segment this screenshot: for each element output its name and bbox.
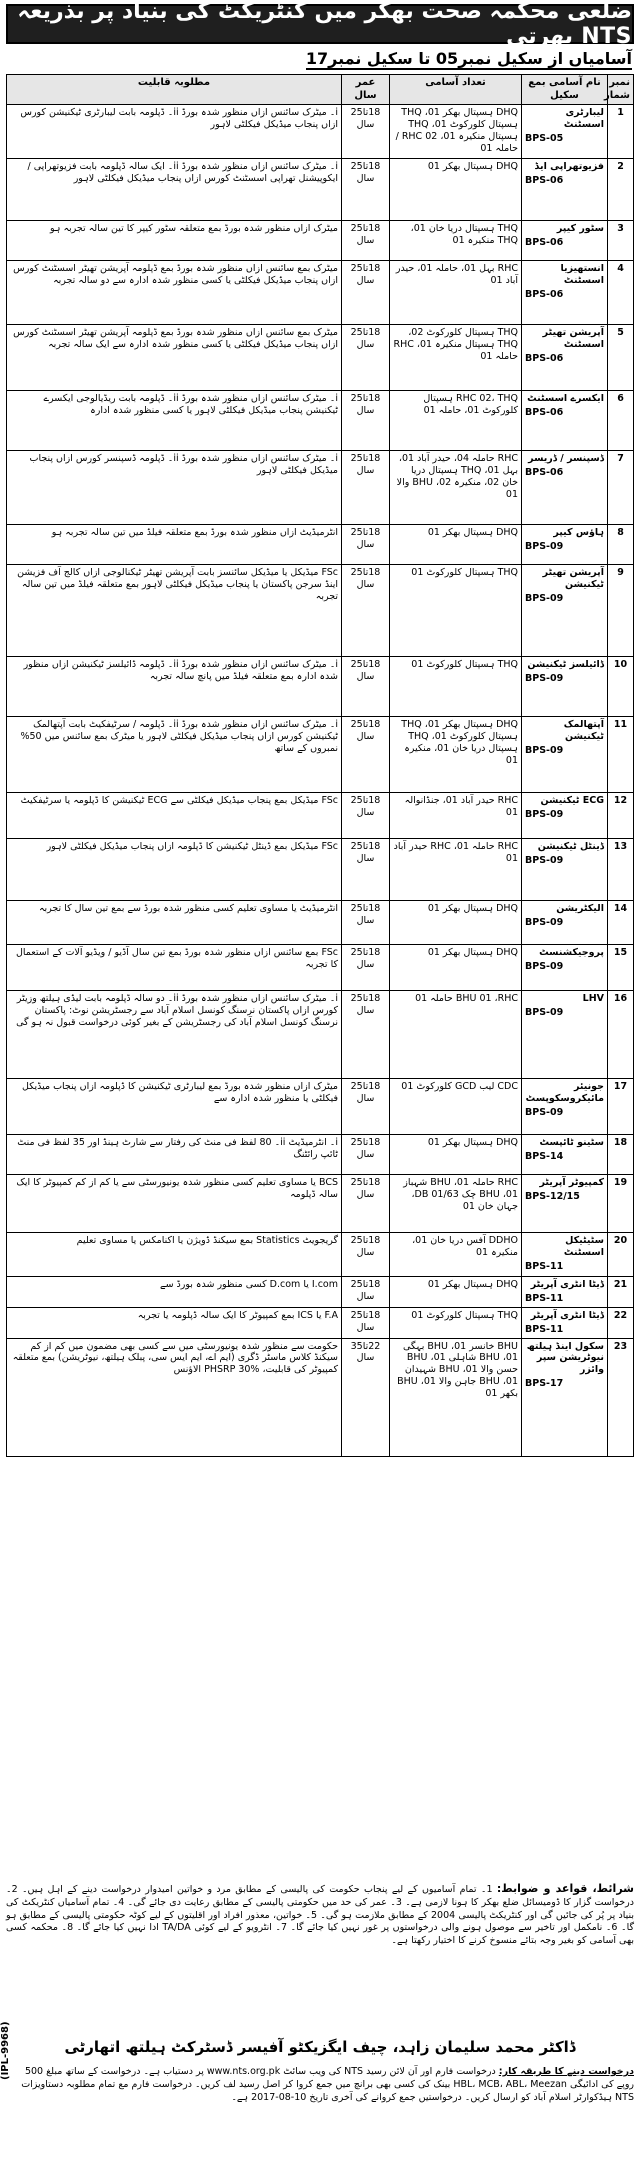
table-row — [7, 261, 634, 325]
row-post-title: سٹیٹیکل اسسٹنٹ — [563, 1235, 604, 1258]
header-title: ضلعی محکمہ صحت بھکر میں کنٹریکٹ کی بنیاد پر بذریعہ NTS بھرتی — [17, 0, 632, 49]
row-serial: 7 — [608, 451, 634, 525]
apply-heading: درخواست دینے کا طریقہ کار: — [498, 2066, 634, 2077]
row-bps: BPS-12/15 — [525, 1190, 580, 1202]
row-post-title: ڈائیلسز ٹیکنیشن — [527, 659, 604, 670]
row-age: 18تا25 سال — [342, 839, 390, 901]
row-qualification: میٹرک ازاں منظور شدہ بورڈ بمع لیبارٹری ٹیکنیشن کا ڈپلومہ ازاں پنجاب میڈیکل فیکلٹی یا منظور شدہ ادارہ سے — [7, 1079, 342, 1135]
table-header-row — [7, 75, 634, 105]
row-post-title: آپریشن تھیٹر اسسٹنٹ — [542, 327, 604, 350]
subtitle-text: آسامیاں از سکیل نمبر05 تا سکیل نمبر17 — [305, 48, 632, 68]
conditions-text: 1۔ تمام آسامیوں کے لیے پنجاب حکومت کی پالیسی کے مطابق مرد و خواتین امیدوار درخواست دینے کے اہل ہیں۔ 2۔ درخواست گزار کا ڈومیسائل ضلع بھکر کا ہونا لازمی ہے۔ 3۔ عمر کی حد میں حکومتی پالیسی کے مطابق رعایت دی جائے گی۔ 4۔ تمام آسامیاں کنٹریکٹ کی بنیاد پر پُر کی جائیں گی اور کنٹریکٹ پالیسی 2004 کے مطابق ملازمت ہو گی۔ 5۔ خواتین، معذور افراد اور اقلیتوں کے لیے کوٹہ حکومتی پالیسی کے مطابق ہو گا۔ 6۔ نامکمل اور تاخیر سے موصول ہونے والی درخواستوں پر غور نہیں کیا جائے گا۔ 7۔ انٹرویو کے لیے کوئی TA/DA ادا نہیں کیا جائے گا۔ 8۔ محکمہ کسی بھی آسامی کو بغیر وجہ بتائے منسوخ کرنے کا اختیار رکھتا ہے۔ — [6, 1884, 634, 1947]
row-post — [522, 221, 608, 261]
row-post — [522, 451, 608, 525]
row-post-title: لیبارٹری اسسٹنٹ — [563, 107, 604, 130]
row-serial: 15 — [608, 945, 634, 991]
row-bps: BPS-09 — [525, 916, 564, 928]
row-qualification: FSc میڈیکل بمع ڈینٹل ٹیکنیشن کا ڈپلومہ ازاں پنجاب میڈیکل فیکلٹی لاہور — [7, 839, 342, 901]
row-bps: BPS-09 — [525, 672, 564, 684]
row-post-title: آپتھالمک ٹیکنیشن — [563, 719, 604, 742]
row-bps: BPS-09 — [525, 808, 564, 820]
row-post-title: فزیوتھراپی ایڈ — [534, 161, 604, 172]
row-bps: BPS-11 — [525, 1292, 564, 1304]
row-age: 18تا25 سال — [342, 1233, 390, 1277]
row-bps: BPS-17 — [525, 1378, 564, 1390]
row-post-count: DHQ ہسپتال بھکر 01، THQ ہسپتال کلورکوٹ 01، THQ ہسپتال منکیرہ 01، RHC 02 /حاملہ 01 — [390, 105, 522, 159]
row-bps: BPS-09 — [525, 1106, 564, 1118]
row-serial: 10 — [608, 657, 634, 717]
table-row — [7, 451, 634, 525]
row-post-count: BHU 01 ،RHC حاملہ 01 — [390, 991, 522, 1079]
row-qualification: میٹرک بمع سائنس ازاں منظور شدہ بورڈ بمع ڈپلومہ آپریشن تھیٹر اسسٹنٹ کورس ازاں پنجاب میڈیکل فیکلٹی یا کسی منظور شدہ ادارہ سے دو سالہ تجربہ — [7, 261, 342, 325]
row-age: 18تا25 سال — [342, 1079, 390, 1135]
row-qualification: i۔ میٹرک سائنس ازاں منظور شدہ بورڈ ii۔ دو سالہ ڈپلومہ بابت لیڈی ہیلتھ وزیٹر کورس ازاں پاکستان نرسنگ کونسل اسلام آباد سے رجسٹریشن نوٹ: پاکستان نرسنگ کونسل اسلام آباد کی رجسٹریشن کے بغیر کوئی درخواست قبول نہ ہو گی — [7, 991, 342, 1079]
row-qualification: FSc میڈیکل بمع پنجاب میڈیکل فیکلٹی سے ECG ٹیکنیشن کا ڈپلومہ یا سرٹیفکیٹ — [7, 793, 342, 839]
row-bps: BPS-11 — [525, 1260, 564, 1272]
row-serial: 16 — [608, 991, 634, 1079]
row-age: 18تا25 سال — [342, 717, 390, 793]
table-row — [7, 221, 634, 261]
row-post-title: LHV — [582, 993, 604, 1004]
row-serial: 8 — [608, 525, 634, 565]
row-qualification: I.com یا D.com کسی منظور شدہ بورڈ سے — [7, 1277, 342, 1308]
row-post — [522, 565, 608, 657]
row-age: 18تا25 سال — [342, 793, 390, 839]
posts-subtitle — [8, 46, 632, 72]
row-post-title: ڈسپنسر / ڈریسر — [528, 453, 604, 464]
table-row — [7, 839, 634, 901]
row-post-count: RHC 02، THQ ہسپتال کلورکوٹ 01، حاملہ 01 — [390, 391, 522, 451]
row-bps: BPS-14 — [525, 1150, 564, 1162]
row-bps: BPS-06 — [525, 236, 564, 248]
row-post-count: DHQ ہسپتال بھکر 01 — [390, 159, 522, 221]
row-qualification: BCS یا مساوی تعلیم کسی منظور شدہ یونیورسٹی سے یا کم از کم کمپیوٹر کا ایک سالہ ڈپلومہ — [7, 1175, 342, 1233]
row-post-title: انستھیزیا اسسٹنٹ — [560, 263, 604, 286]
row-post — [522, 1175, 608, 1233]
row-qualification: انٹرمیڈیٹ ازاں منظور شدہ بورڈ بمع متعلقہ فیلڈ میں تین سالہ تجربہ ہو — [7, 525, 342, 565]
table-row — [7, 391, 634, 451]
row-bps: BPS-09 — [525, 854, 564, 866]
row-age: 18تا25 سال — [342, 657, 390, 717]
row-serial: 20 — [608, 1233, 634, 1277]
row-age: 18تا25 سال — [342, 1175, 390, 1233]
row-post-title: الیکٹریشن — [556, 903, 604, 914]
row-serial: 21 — [608, 1277, 634, 1308]
row-post-count: DDHO آفس دریا خان 01، منکیرہ 01 — [390, 1233, 522, 1277]
row-bps: BPS-11 — [525, 1323, 564, 1335]
row-post-title: جونیئر مائیکروسکوپسٹ — [525, 1081, 604, 1104]
row-post-count: RHC حاملہ 01، RHC حیدر آباد 01 — [390, 839, 522, 901]
row-bps: BPS-09 — [525, 540, 564, 552]
header-qualification: مطلوبہ قابلیت — [7, 75, 342, 105]
row-post-count: DHQ ہسپتال بھکر 01 — [390, 945, 522, 991]
signature-line: ڈاکٹر محمد سلیمان زاہد، چیف ایگزیکٹو آفیسر ڈسٹرکٹ ہیلتھ اتھارٹی — [64, 2038, 576, 2056]
row-serial: 17 — [608, 1079, 634, 1135]
apply-section — [6, 2066, 634, 2146]
table-row — [7, 793, 634, 839]
row-age: 18تا25 سال — [342, 325, 390, 391]
row-post — [522, 793, 608, 839]
row-post-count: THQ ہسپتال کلورکوٹ 01 — [390, 1307, 522, 1338]
row-qualification: گریجویٹ Statistics بمع سیکنڈ ڈویژن یا اکنامکس یا مساوی تعلیم — [7, 1233, 342, 1277]
table-row — [7, 105, 634, 159]
row-post-title: ہاؤس کیپر — [553, 527, 604, 538]
row-bps: BPS-09 — [525, 592, 564, 604]
row-post — [522, 1277, 608, 1308]
row-post-count: RHC حیدر آباد 01، جنڈانوالہ 01 — [390, 793, 522, 839]
row-qualification: i۔ میٹرک سائنس ازاں منظور شدہ بورڈ ii۔ ڈپلومہ بابت ریڈیالوجی ایکسرے ٹیکنیشن پنجاب میڈیکل فیکلٹی لاہور یا کسی منظور شدہ ادارہ — [7, 391, 342, 451]
row-age: 18تا25 سال — [342, 451, 390, 525]
row-serial: 22 — [608, 1307, 634, 1338]
row-serial: 18 — [608, 1135, 634, 1175]
row-post-count: DHQ ہسپتال بھکر 01 — [390, 1135, 522, 1175]
row-post-title: سٹینو ٹائپسٹ — [539, 1137, 604, 1148]
row-age: 18تا25 سال — [342, 1307, 390, 1338]
table-row — [7, 717, 634, 793]
header-count: تعداد آسامی — [390, 75, 522, 105]
row-bps: BPS-06 — [525, 466, 564, 478]
row-post-count: DHQ ہسپتال بھکر 01 — [390, 1277, 522, 1308]
table-row — [7, 565, 634, 657]
row-post-count: DHQ ہسپتال بھکر 01 — [390, 901, 522, 945]
header-age: عمر سال — [342, 75, 390, 105]
table-row — [7, 901, 634, 945]
row-post — [522, 261, 608, 325]
row-post-title: سٹور کیپر — [556, 223, 604, 234]
row-qualification: میٹرک بمع سائنس ازاں منظور شدہ بورڈ بمع ڈپلومہ آپریشن تھیٹر اسسٹنٹ کورس ازاں پنجاب میڈیکل فیکلٹی یا کسی منظور شدہ ادارہ سے ایک سالہ تجربہ — [7, 325, 342, 391]
table-row — [7, 1307, 634, 1338]
row-qualification: i۔ میٹرک سائنس ازاں منظور شدہ بورڈ ii۔ ایک سالہ ڈپلومہ بابت فزیوتھراپی / ایکوپیشنل تھراپی اسسٹنٹ کورس ازاں پنجاب میڈیکل فیکلٹی لاہور — [7, 159, 342, 221]
table-row — [7, 1135, 634, 1175]
row-post — [522, 901, 608, 945]
row-serial: 6 — [608, 391, 634, 451]
row-post — [522, 991, 608, 1079]
row-qualification: FSc بمع سائنس ازاں منظور شدہ بورڈ بمع تین سال آڈیو / ویڈیو آلات کے استعمال کا تجربہ — [7, 945, 342, 991]
row-post-title: کمپیوٹر آپریٹر — [539, 1177, 604, 1188]
row-post — [522, 159, 608, 221]
row-age: 18تا25 سال — [342, 565, 390, 657]
row-serial: 5 — [608, 325, 634, 391]
row-post — [522, 839, 608, 901]
table-row — [7, 325, 634, 391]
row-serial: 4 — [608, 261, 634, 325]
row-serial: 13 — [608, 839, 634, 901]
row-qualification: i۔ میٹرک سائنس ازاں منظور شدہ بورڈ ii۔ ڈپلومہ بابت لیبارٹری ٹیکنیشن کورس ازاں پنجاب میڈیکل فیکلٹی لاہور — [7, 105, 342, 159]
row-post-count: DHQ ہسپتال بھکر 01، THQ ہسپتال کلورکوٹ 01، THQ ہسپتال دریا خان 01، منکیرہ 01 — [390, 717, 522, 793]
apply-text: درخواست فارم اور آن لائن رسید NTS کی ویب سائٹ www.nts.org.pk پر دستیاب ہے۔ درخواست کے ساتھ مبلغ 500 روپے کی ادائیگی HBL، MCB، ABL، Meezan بینک کی کسی بھی برانچ میں جمع کروا کر اصل رسید لف کریں۔ درخواست فارم مع تمام مطلوبہ دستاویزات NTS ہیڈکوارٹر اسلام آباد کو ارسال کریں۔ درخواستیں جمع کروانے کی آخری تاریخ 10-08-2017 ہے۔ — [21, 2066, 634, 2103]
row-age: 18تا25 سال — [342, 391, 390, 451]
row-qualification: i۔ انٹرمیڈیٹ ii۔ 80 لفظ فی منٹ کی رفتار سے شارٹ ہینڈ اور 35 لفظ فی منٹ ٹائپ رائٹنگ — [7, 1135, 342, 1175]
row-qualification: i۔ میٹرک سائنس ازاں منظور شدہ بورڈ ii۔ ڈپلومہ ڈائیلسز ٹیکنیشن ازاں منظور شدہ ادارہ بمع متعلقہ فیلڈ میں پانچ سالہ تجربہ — [7, 657, 342, 717]
row-post-count: RHC حاملہ 04، حیدر آباد 01، بہل 01، THQ ہسپتال دریا خان 02، منکیرہ 02، BHU والا 01 — [390, 451, 522, 525]
row-serial: 1 — [608, 105, 634, 159]
row-post — [522, 945, 608, 991]
row-post-count: THQ ہسپتال دریا خان 01، THQ منکیرہ 01 — [390, 221, 522, 261]
row-age: 18تا25 سال — [342, 945, 390, 991]
row-bps: BPS-06 — [525, 352, 564, 364]
row-post-count: THQ ہسپتال کلورکوٹ 02، THQ ہسپتال منکیرہ 01، RHC حاملہ 01 — [390, 325, 522, 391]
row-serial: 14 — [608, 901, 634, 945]
row-serial: 19 — [608, 1175, 634, 1233]
row-post-count: BHU خانسر 01، BHU بہگی 01، BHU شاہلی 01، BHU حسن والا 01، BHU شہیدان 01، BHU جاہن والا 01، BHU بکھر 01 — [390, 1338, 522, 1456]
row-post — [522, 105, 608, 159]
row-post-count: THQ ہسپتال کلورکوٹ 01 — [390, 657, 522, 717]
row-post — [522, 325, 608, 391]
row-serial: 9 — [608, 565, 634, 657]
row-age: 18تا25 سال — [342, 105, 390, 159]
row-age: 18تا25 سال — [342, 991, 390, 1079]
vacancy-table — [6, 74, 634, 1457]
table-row — [7, 1079, 634, 1135]
row-bps: BPS-06 — [525, 288, 564, 300]
row-qualification: FSc میڈیکل یا میڈیکل سائنسز بابت آپریشن تھیٹر ٹیکنالوجی ازاں کالج آف فزیشن اینڈ سرجن پاکستان یا پنجاب میڈیکل فیکلٹی لاہور بمع متعلقہ فیلڈ میں تین سالہ تجربہ — [7, 565, 342, 657]
row-qualification: i۔ میٹرک سائنس ازاں منظور شدہ بورڈ ii۔ ڈپلومہ / سرٹیفکیٹ بابت آپتھالمک ٹیکنیشن کورس ازاں پنجاب میڈیکل فیکلٹی لاہور یا میٹرک بمع سائنس میں 50% نمبروں کے ساتھ — [7, 717, 342, 793]
row-post-count: DHQ ہسپتال بھکر 01 — [390, 525, 522, 565]
row-post-title: ڈیٹا انٹری آپریٹر — [530, 1279, 604, 1290]
row-qualification: F.A یا ICS بمع کمپیوٹر کا ایک سالہ ڈپلومہ یا تجربہ — [7, 1307, 342, 1338]
row-post-title: ڈینٹل ٹیکنیشن — [537, 841, 604, 852]
row-post — [522, 1079, 608, 1135]
table-row — [7, 1277, 634, 1308]
row-serial: 2 — [608, 159, 634, 221]
row-age: 18تا25 سال — [342, 1135, 390, 1175]
table-row — [7, 657, 634, 717]
table-row — [7, 991, 634, 1079]
table-row — [7, 1175, 634, 1233]
row-age: 18تا25 سال — [342, 159, 390, 221]
row-post-title: سکول اینڈ ہیلتھ نیوٹریشن سپر وائزر — [526, 1340, 604, 1376]
row-post — [522, 1307, 608, 1338]
row-post-count: RHC بہل 01، حاملہ 01، حیدر آباد 01 — [390, 261, 522, 325]
row-post — [522, 1135, 608, 1175]
row-age: 18تا25 سال — [342, 525, 390, 565]
row-post — [522, 717, 608, 793]
table-row — [7, 1338, 634, 1456]
row-age: 18تا25 سال — [342, 1277, 390, 1308]
row-age: 18تا25 سال — [342, 261, 390, 325]
row-post — [522, 525, 608, 565]
table-row — [7, 1233, 634, 1277]
row-age: 22تا35 سال — [342, 1338, 390, 1456]
row-age: 18تا25 سال — [342, 901, 390, 945]
table-row — [7, 945, 634, 991]
row-serial: 23 — [608, 1338, 634, 1456]
header-serial: نمبر شمار — [608, 75, 634, 105]
row-age: 18تا25 سال — [342, 221, 390, 261]
row-bps: BPS-09 — [525, 960, 564, 972]
header-post: نام آسامی بمع سکیل — [522, 75, 608, 105]
row-post-title: پروجیکشنسٹ — [539, 947, 604, 958]
conditions-section — [6, 1882, 634, 2032]
row-serial: 3 — [608, 221, 634, 261]
row-qualification: i۔ میٹرک سائنس ازاں منظور شدہ بورڈ ii۔ ڈپلومہ ڈسپنسر کورس ازاں پنجاب میڈیکل فیکلٹی لاہور — [7, 451, 342, 525]
row-bps: BPS-09 — [525, 744, 564, 756]
vacancy-table-wrapper — [6, 74, 634, 1457]
row-post-title: آپریشن تھیٹر ٹیکنیشن — [542, 567, 604, 590]
header-banner — [6, 0, 634, 49]
row-qualification: انٹرمیڈیٹ یا مساوی تعلیم کسی منظور شدہ بورڈ سے بمع تین سال کا تجربہ — [7, 901, 342, 945]
row-post-count: RHC حاملہ 01، BHU شہباز 01، BHU چک 63/DB 01، جہان خان 01 — [390, 1175, 522, 1233]
table-row — [7, 525, 634, 565]
row-post-title: ECG ٹیکنیشن — [540, 795, 604, 806]
row-bps: BPS-09 — [525, 1006, 564, 1018]
row-post — [522, 1233, 608, 1277]
row-bps: BPS-06 — [525, 406, 564, 418]
ipl-code: (IPL-9968) — [0, 2021, 11, 2080]
row-post — [522, 657, 608, 717]
row-bps: BPS-05 — [525, 132, 564, 144]
row-qualification: میٹرک ازاں منظور شدہ بورڈ بمع متعلقہ سٹور کیپر کا تین سالہ تجربہ ہو — [7, 221, 342, 261]
row-post-title: ڈیٹا انٹری آپریٹر — [530, 1309, 604, 1321]
row-post — [522, 1338, 608, 1456]
row-post — [522, 391, 608, 451]
conditions-heading: شرائط، قواعد و ضوابط: — [496, 1882, 634, 1895]
row-post-count: THQ ہسپتال کلورکوٹ 01 — [390, 565, 522, 657]
row-post-title: ایکسرے اسسٹنٹ — [527, 393, 604, 404]
row-qualification: حکومت سے منظور شدہ یونیورسٹی میں سے کسی بھی مضمون میں کم از کم سیکنڈ کلاس ماسٹر ڈگری (ایم اے، ایم ایس سی، پبلک ہیلتھ، نیوٹریشن) بمع متعلقہ کمپیوٹر کی قابلیت، PHSRP 30% الاؤنس — [7, 1338, 342, 1456]
table-row — [7, 159, 634, 221]
row-post-count: CDC لیب GCD کلورکوٹ 01 — [390, 1079, 522, 1135]
row-serial: 12 — [608, 793, 634, 839]
row-serial: 11 — [608, 717, 634, 793]
row-bps: BPS-06 — [525, 174, 564, 186]
